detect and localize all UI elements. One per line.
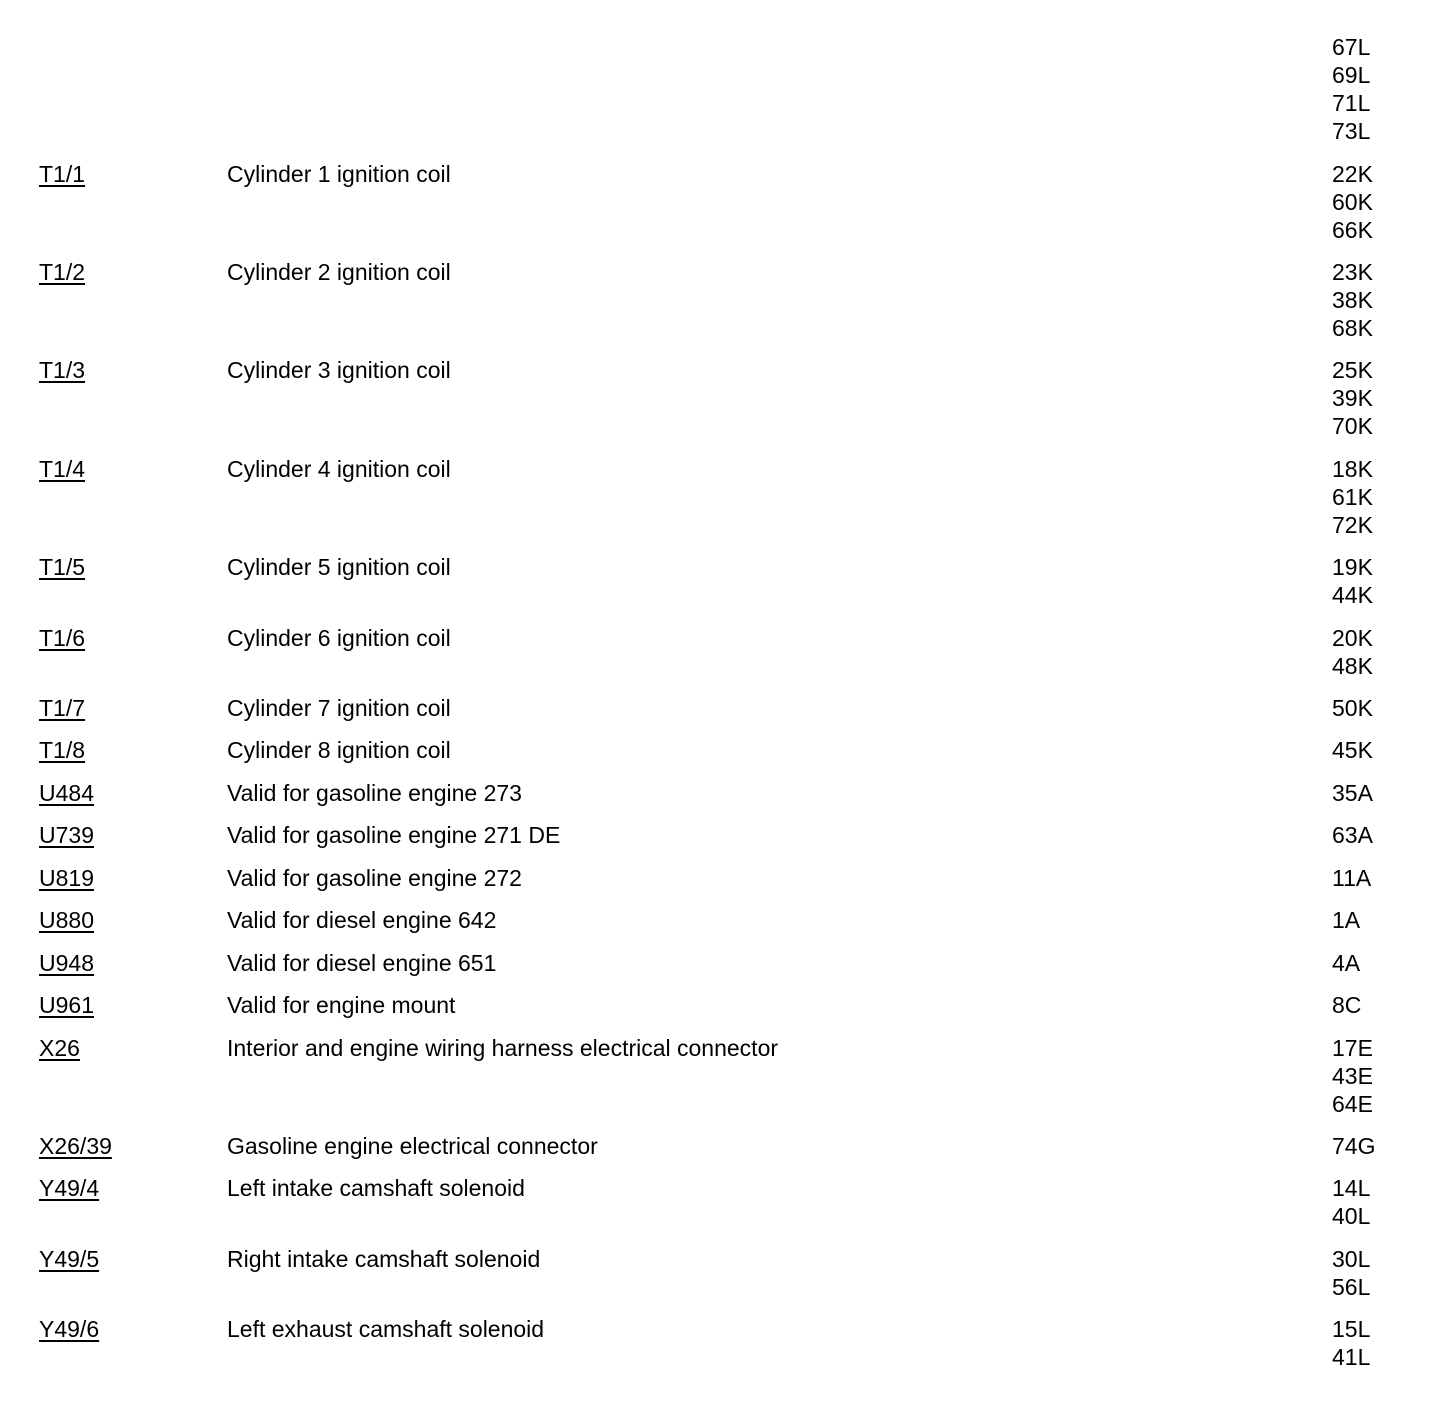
- component-code-link[interactable]: U484: [39, 780, 94, 806]
- grid-location-list: [1332, 553, 1373, 609]
- component-code-link[interactable]: T1/3: [39, 357, 86, 383]
- component-code-link[interactable]: T1/8: [39, 737, 86, 763]
- grid-location-list: [1332, 736, 1373, 764]
- component-description: Cylinder 7 ignition coil: [227, 695, 451, 721]
- grid-location: 68K: [1332, 315, 1373, 341]
- component-code-link[interactable]: U739: [39, 822, 94, 848]
- component-description: Cylinder 8 ignition coil: [227, 737, 451, 763]
- grid-location: 66K: [1332, 217, 1373, 243]
- grid-location-list: [1332, 906, 1360, 934]
- component-code-link[interactable]: U961: [39, 992, 94, 1018]
- grid-location: 67L: [1332, 34, 1371, 60]
- component-code-link[interactable]: X26: [39, 1035, 80, 1061]
- grid-location-list: [1332, 1245, 1370, 1301]
- component-code-link[interactable]: T1/6: [39, 625, 86, 651]
- grid-location: 43E: [1332, 1063, 1373, 1089]
- grid-location-list: [1332, 1034, 1373, 1118]
- grid-location: 19K: [1332, 554, 1373, 580]
- grid-location: 44K: [1332, 582, 1373, 608]
- grid-location-list: [1332, 694, 1373, 722]
- grid-location: 15L: [1332, 1316, 1371, 1342]
- grid-location: 38K: [1332, 287, 1373, 313]
- grid-location: 1A: [1332, 907, 1361, 933]
- grid-location: 63A: [1332, 822, 1373, 848]
- component-description: Left intake camshaft solenoid: [227, 1175, 525, 1201]
- component-description: Valid for engine mount: [227, 992, 456, 1018]
- grid-location-list: [1332, 624, 1373, 680]
- grid-location: 70K: [1332, 413, 1373, 439]
- grid-location: 60K: [1332, 189, 1373, 215]
- component-description: Valid for gasoline engine 273: [227, 780, 522, 806]
- component-code-link[interactable]: T1/5: [39, 554, 86, 580]
- component-description: Gasoline engine electrical connector: [227, 1133, 598, 1159]
- component-description: Valid for gasoline engine 271 DE: [227, 822, 561, 848]
- grid-location-list: [1332, 779, 1373, 807]
- grid-location: 11A: [1332, 865, 1372, 891]
- grid-location: 69L: [1332, 62, 1371, 88]
- grid-location-list: [1332, 821, 1373, 849]
- component-code-link[interactable]: T1/4: [39, 456, 86, 482]
- grid-location: 22K: [1332, 161, 1373, 187]
- grid-location: 61K: [1332, 484, 1373, 510]
- component-description: Interior and engine wiring harness electrical connector: [227, 1035, 779, 1061]
- grid-location: 73L: [1332, 118, 1371, 144]
- grid-location: 23K: [1332, 259, 1373, 285]
- grid-location-list: [1332, 160, 1373, 244]
- component-description: Valid for diesel engine 651: [227, 950, 497, 976]
- component-description: Cylinder 4 ignition coil: [227, 456, 451, 482]
- component-code-link[interactable]: U948: [39, 950, 94, 976]
- grid-location: 39K: [1332, 385, 1373, 411]
- component-code-link[interactable]: U819: [39, 865, 94, 891]
- grid-location: 25K: [1332, 357, 1373, 383]
- grid-location: 14L: [1332, 1175, 1371, 1201]
- component-code-link[interactable]: X26/39: [39, 1133, 112, 1159]
- component-description: Cylinder 5 ignition coil: [227, 554, 451, 580]
- grid-location: 48K: [1332, 653, 1373, 679]
- component-description: Cylinder 2 ignition coil: [227, 259, 451, 285]
- grid-location-list: [1332, 1132, 1375, 1160]
- grid-location-list: [1332, 258, 1373, 342]
- component-code-link[interactable]: T1/2: [39, 259, 86, 285]
- component-description: Cylinder 1 ignition coil: [227, 161, 451, 187]
- grid-location: 72K: [1332, 512, 1373, 538]
- component-description: Valid for diesel engine 642: [227, 907, 497, 933]
- component-description: Left exhaust camshaft solenoid: [227, 1316, 545, 1342]
- grid-location: 64E: [1332, 1091, 1373, 1117]
- grid-location: 56L: [1332, 1274, 1371, 1300]
- component-description: Cylinder 3 ignition coil: [227, 357, 451, 383]
- grid-location: 20K: [1332, 625, 1373, 651]
- grid-location-list: [1332, 864, 1371, 892]
- grid-location-list: [1332, 949, 1360, 977]
- grid-location-list: [1332, 991, 1361, 1019]
- component-description: Right intake camshaft solenoid: [227, 1246, 541, 1272]
- grid-location-list: [1332, 455, 1373, 539]
- component-code-link[interactable]: Y49/6: [39, 1316, 100, 1342]
- grid-location-list: [1332, 33, 1370, 145]
- grid-location: 17E: [1332, 1035, 1373, 1061]
- grid-location: 35A: [1332, 780, 1373, 806]
- grid-location: 8C: [1332, 992, 1362, 1018]
- grid-location: 40L: [1332, 1203, 1371, 1229]
- component-description: Valid for gasoline engine 272: [227, 865, 522, 891]
- component-code-link[interactable]: T1/7: [39, 695, 86, 721]
- component-code-link[interactable]: Y49/4: [39, 1175, 100, 1201]
- grid-location: 30L: [1332, 1246, 1371, 1272]
- grid-location: 41L: [1332, 1344, 1371, 1370]
- grid-location: 74G: [1332, 1133, 1376, 1159]
- grid-location: 45K: [1332, 737, 1373, 763]
- grid-location-list: [1332, 1315, 1370, 1371]
- component-code-link[interactable]: U880: [39, 907, 94, 933]
- grid-location: 4A: [1332, 950, 1361, 976]
- grid-location-list: [1332, 356, 1373, 440]
- component-code-link[interactable]: Y49/5: [39, 1246, 100, 1272]
- grid-location: 71L: [1332, 90, 1371, 116]
- grid-location-list: [1332, 1174, 1370, 1230]
- component-description: Cylinder 6 ignition coil: [227, 625, 451, 651]
- grid-location: 18K: [1332, 456, 1373, 482]
- grid-location: 50K: [1332, 695, 1373, 721]
- component-code-link[interactable]: T1/1: [39, 161, 86, 187]
